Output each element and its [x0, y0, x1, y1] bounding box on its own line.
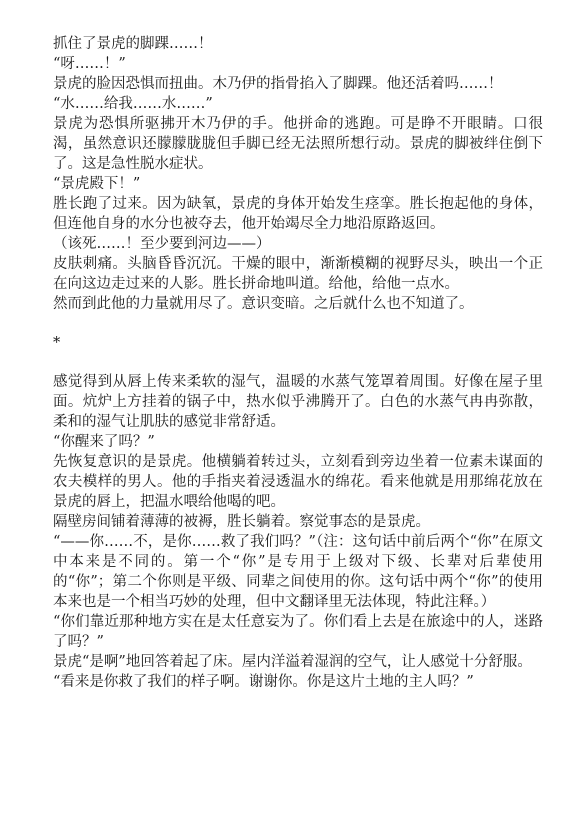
paragraph: 景虎为恐惧所驱拂开木乃伊的手。他拼命的逃跑。可是睁不开眼睛。口很渴，虽然意识还朦朦胧胧但手脚已经无法照所想行动。景虎的脚被绊住倒下了。这是急性脱水症状。: [53, 116, 543, 172]
paragraph: “呀……！”: [53, 56, 126, 72]
paragraph: 隔壁房间铺着薄薄的被褥，胜长躺着。察觉事态的是景虎。: [53, 514, 430, 530]
paragraph: （该死……！至少要到河边——）: [53, 236, 271, 252]
paragraph: 胜长跑了过来。因为缺氧，景虎的身体开始发生痉挛。胜长抱起他的身体，但连他自身的水分也被夺去，他开始竭尽全力地沿原路返回。: [53, 196, 543, 232]
paragraph: 然而到此他的力量就用尽了。意识变暗。之后就什么也不知道了。: [53, 296, 474, 312]
paragraph: “你们靠近那种地方实在是太任意妄为了。你们看上去是在旅途中的人，迷路了吗？”: [53, 614, 543, 650]
paragraph: 抓住了景虎的脚踝……！: [53, 36, 213, 52]
paragraph: 皮肤刺痛。头脑昏昏沉沉。干燥的眼中，渐渐模糊的视野尽头，映出一个正在向这边走过来的人影。胜长拼命地叫道。给他，给他一点水。: [53, 256, 543, 292]
paragraph: “水……给我……水……”: [53, 96, 213, 112]
paragraph: “景虎殿下！”: [53, 176, 141, 192]
paragraph: “看来是你救了我们的样子啊。谢谢你。你是这片土地的主人吗？”: [53, 674, 474, 690]
paragraph: “——你……不，是你……救了我们吗？”（注：这句话中前后两个“你”在原文中本来是不同的。第一个“你”是专用于上级对下级、长辈对后辈使用的“你”；第二个你则是平级、同辈之间使用的你。这句话中两个“你”的使用本来也是一个相当巧妙的处理，但中文翻译里无法体现，特此注释。）: [53, 534, 543, 610]
paragraph: “你醒来了吗？”: [53, 434, 155, 450]
paragraph: 感觉得到从唇上传来柔软的湿气，温暖的水蒸气笼罩着周围。好像在屋子里面。炕炉上方挂着的锅子中，热水似乎沸腾开了。白色的水蒸气冉冉弥散，柔和的湿气让肌肤的感觉非常舒适。: [53, 374, 543, 430]
text-block-bottom: [53, 372, 543, 692]
section-separator: *: [53, 335, 61, 351]
text-block-top: [53, 34, 543, 314]
paragraph: 景虎“是啊”地回答着起了床。屋内洋溢着湿润的空气，让人感觉十分舒服。: [53, 654, 532, 670]
paragraph: 先恢复意识的是景虎。他横躺着转过头，立刻看到旁边坐着一位素未谋面的农夫模样的男人。他的手指夹着浸透温水的绵花。看来他就是用那绵花放在景虎的唇上，把温水喂给他喝的吧。: [53, 454, 543, 510]
paragraph: 景虎的脸因恐惧而扭曲。木乃伊的指骨掐入了脚踝。他还活着吗……！: [53, 76, 503, 92]
